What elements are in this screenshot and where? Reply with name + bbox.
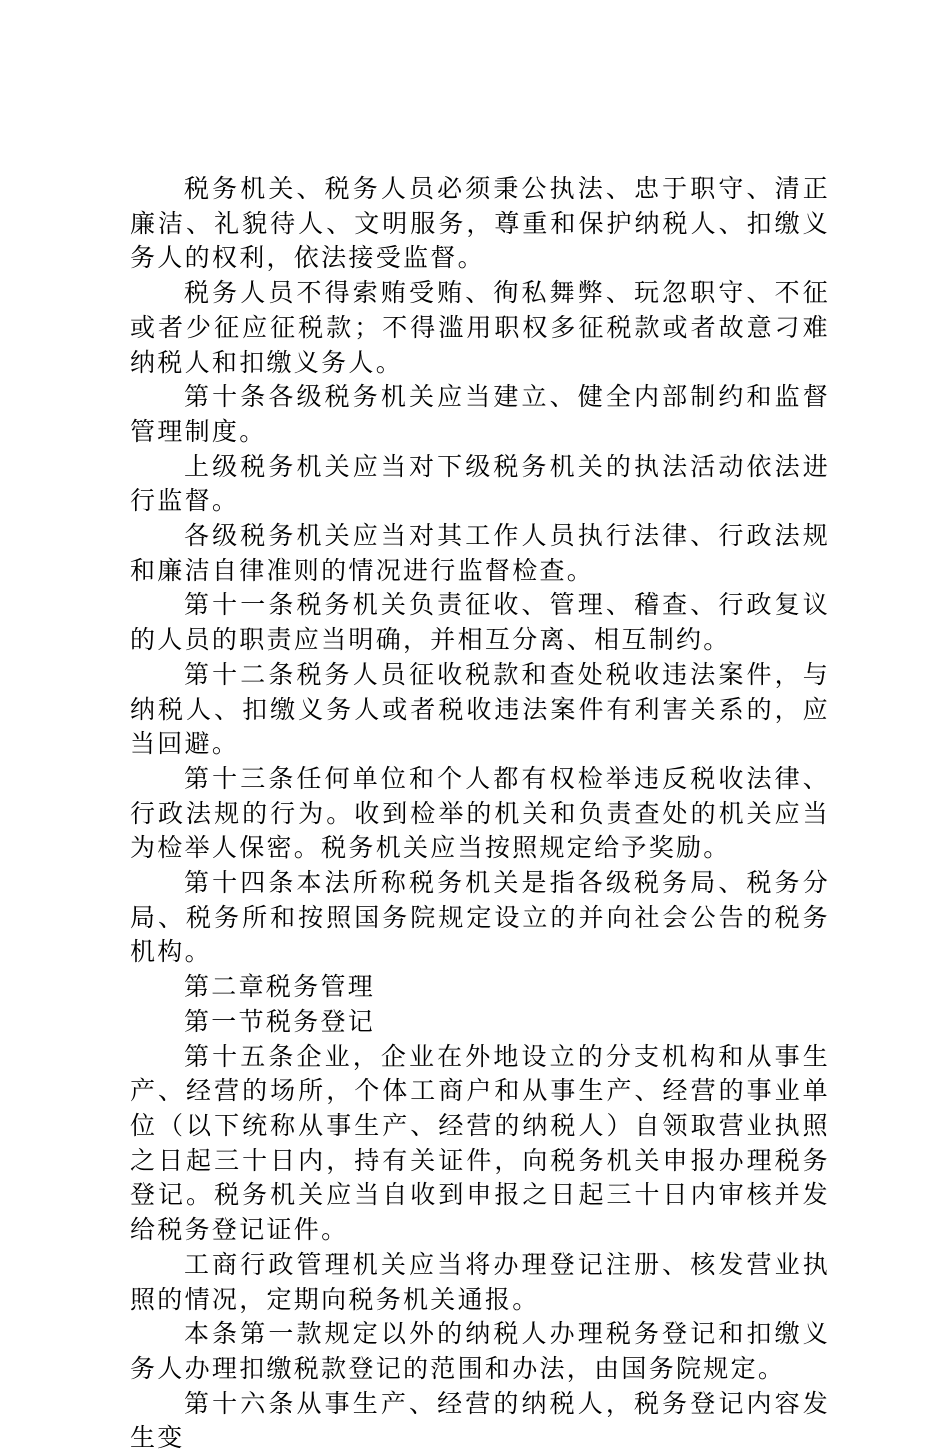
paragraph: 本条第一款规定以外的纳税人办理税务登记和扣缴义务人办理扣缴税款登记的范围和办法，由国务院规定。	[130, 1319, 830, 1383]
article-16-paragraph: 第十六条从事生产、经营的纳税人，税务登记内容发生变	[130, 1388, 830, 1453]
article-14-paragraph: 第十四条本法所称税务机关是指各级税务局、税务分局、税务所和按照国务院规定设立的并向社会公告的税务机构。	[130, 868, 830, 967]
paragraph: 上级税务机关应当对下级税务机关的执法活动依法进行监督。	[130, 451, 830, 516]
article-11-paragraph: 第十一条税务机关负责征收、管理、稽查、行政复议的人员的职责应当明确，并相互分离、相互制约。	[130, 590, 830, 655]
article-13-paragraph: 第十三条任何单位和个人都有权检举违反税收法律、行政法规的行为。收到检举的机关和负责查处的机关应当为检举人保密。税务机关应当按照规定给予奖励。	[130, 763, 830, 863]
paragraph: 税务人员不得索贿受贿、徇私舞弊、玩忽职守、不征或者少征应征税款；不得滥用职权多征税款或者故意刁难纳税人和扣缴义务人。	[130, 278, 830, 377]
article-12-paragraph: 第十二条税务人员征收税款和查处税收违法案件，与纳税人、扣缴义务人或者税收违法案件有利害关系的，应当回避。	[130, 659, 830, 759]
document-body	[130, 172, 830, 1456]
paragraph: 各级税务机关应当对其工作人员执行法律、行政法规和廉洁自律准则的情况进行监督检查。	[130, 521, 830, 585]
section-heading: 第一节税务登记	[184, 1006, 376, 1036]
chapter-heading: 第二章税务管理	[184, 972, 376, 1002]
article-10-paragraph: 第十条各级税务机关应当建立、健全内部制约和监督管理制度。	[130, 382, 830, 446]
article-15-paragraph: 第十五条企业，企业在外地设立的分支机构和从事生产、经营的场所，个体工商户和从事生产、经营的事业单位（以下统称从事生产、经营的纳税人）自领取营业执照之日起三十日内，持有关证件，向税务机关申报办理税务登记。税务机关应当自收到申报之日起三十日内审核并发给税务登记证件。	[130, 1041, 830, 1245]
paragraph: 工商行政管理机关应当将办理登记注册、核发营业执照的情况，定期向税务机关通报。	[130, 1249, 830, 1314]
paragraph: 税务机关、税务人员必须秉公执法、忠于职守、清正廉洁、礼貌待人、文明服务，尊重和保护纳税人、扣缴义务人的权利，依法接受监督。	[130, 174, 830, 273]
